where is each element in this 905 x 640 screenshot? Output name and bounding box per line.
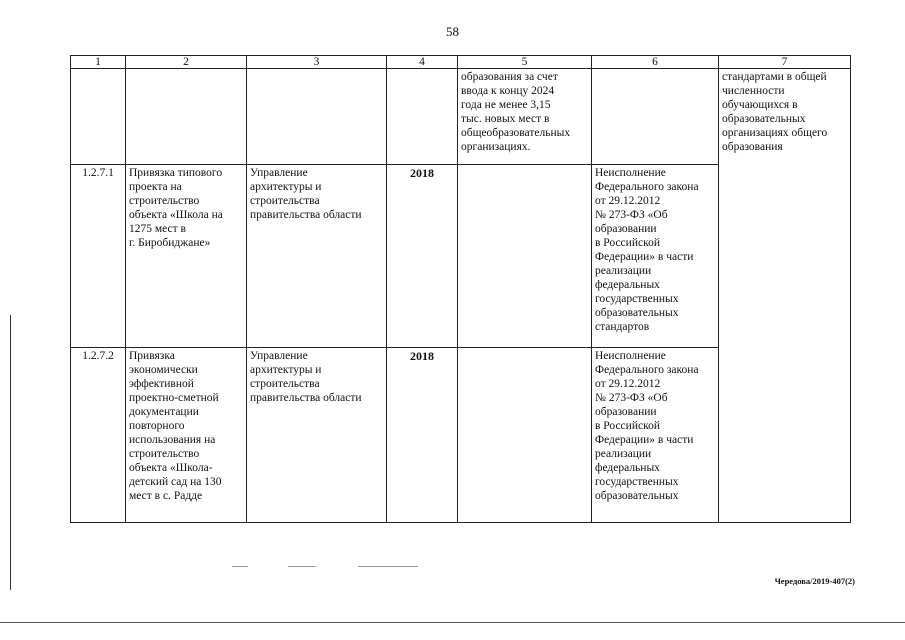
cell-number: 1.2.7.2	[71, 348, 126, 523]
cell-empty	[247, 69, 387, 165]
cell-indicator: стандартами в общей численности обучающихся в образовательных организациях общего образования	[719, 69, 851, 165]
cell-measure-name: Привязка экономически эффективной проектно-сметной документации повторного использования на строительство объекта «Школа- детский сад на 130 мест в с. Радде	[126, 348, 247, 523]
column-header: 3	[247, 56, 387, 69]
column-header: 2	[126, 56, 247, 69]
cell-expected-result: образования за счет ввода к концу 2024 года не менее 3,15 тыс. новых мест в общеобразовательных организациях.	[458, 69, 592, 165]
cell-year: 2018	[387, 348, 458, 523]
cell-empty	[126, 69, 247, 165]
column-header: 1	[71, 56, 126, 69]
cell-empty	[458, 165, 592, 348]
scan-artifact	[358, 566, 418, 567]
cell-empty	[458, 348, 592, 523]
document-table	[70, 55, 851, 523]
column-header: 7	[719, 56, 851, 69]
cell-measure-name: Привязка типового проекта на строительство объекта «Школа на 1275 мест в г. Биробиджане»	[126, 165, 247, 348]
table-row-continuation	[71, 69, 851, 165]
document-code: Чередова/2019-407(2)	[774, 576, 855, 586]
cell-consequence: Неисполнение Федерального закона от 29.12.2012 № 273-ФЗ «Об образовании в Российской Федерации» в части реализации федеральных государственных образовательных стандартов	[592, 165, 719, 348]
table-row	[71, 165, 851, 348]
cell-number: 1.2.7.1	[71, 165, 126, 348]
cell-consequence: Неисполнение Федерального закона от 29.12.2012 № 273-ФЗ «Об образовании в Российской Федерации» в части реализации федеральных государственных образовательных	[592, 348, 719, 523]
page-number: 58	[446, 24, 459, 39]
column-header: 4	[387, 56, 458, 69]
cell-year: 2018	[387, 165, 458, 348]
column-header: 5	[458, 56, 592, 69]
scan-margin-line	[10, 315, 11, 590]
cell-empty	[719, 165, 851, 348]
cell-executor: Управление архитектуры и строительства правительства области	[247, 165, 387, 348]
column-header: 6	[592, 56, 719, 69]
cell-empty	[592, 69, 719, 165]
table-row	[71, 348, 851, 523]
scan-artifact	[288, 566, 316, 567]
cell-empty	[387, 69, 458, 165]
cell-empty	[719, 348, 851, 523]
scan-artifact	[232, 566, 248, 567]
table-header-row	[71, 56, 851, 69]
cell-empty	[71, 69, 126, 165]
scan-edge-line	[0, 622, 905, 623]
cell-executor: Управление архитектуры и строительства правительства области	[247, 348, 387, 523]
